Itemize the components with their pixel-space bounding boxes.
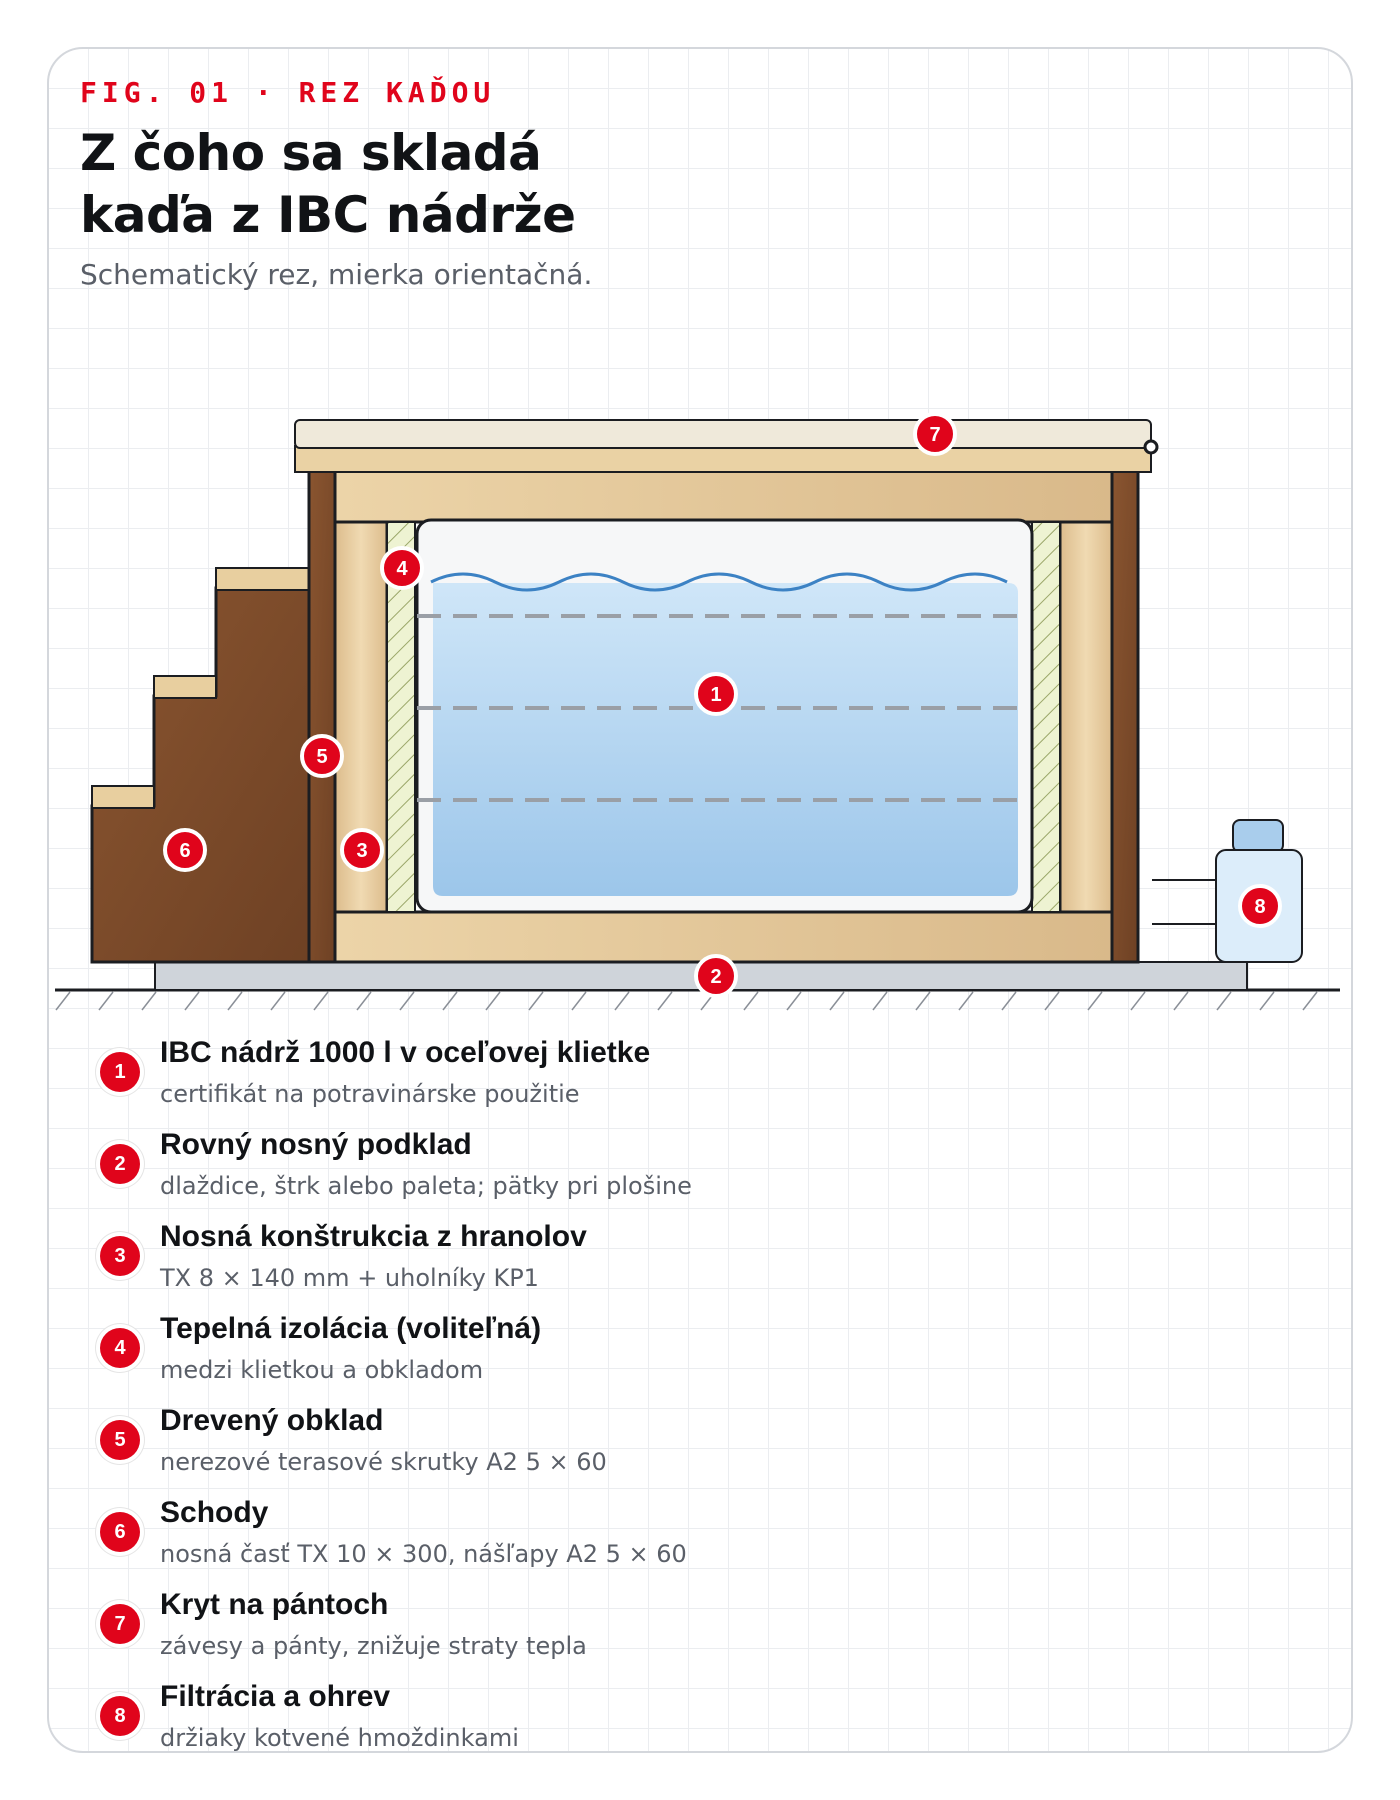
ground-hatch-stroke xyxy=(271,992,285,1010)
bottom-beam xyxy=(335,912,1112,962)
legend-title-5: Drevený obklad xyxy=(160,1404,384,1437)
legend-badge-1: 1 xyxy=(100,1052,140,1092)
ground-hatch-stroke xyxy=(615,992,629,1010)
legend-badge-7: 7 xyxy=(100,1604,140,1644)
legend-badge-6: 6 xyxy=(100,1512,140,1552)
water xyxy=(433,583,1018,896)
legend-badge-8: 8 xyxy=(100,1696,140,1736)
legend-item-1 xyxy=(0,1028,1000,1108)
marker-5 xyxy=(302,736,342,776)
legend-title-6: Schody xyxy=(160,1496,269,1529)
marker-3-label: 3 xyxy=(356,840,368,862)
legend-item-5 xyxy=(0,1396,1000,1476)
ground-hatch-stroke xyxy=(357,992,371,1010)
legend-title-4: Tepelná izolácia (voliteľná) xyxy=(160,1312,542,1345)
legend-item-3 xyxy=(0,1212,1000,1292)
legend-desc-3: TX 8 × 140 mm + uholníky KP1 xyxy=(160,1264,539,1292)
steps xyxy=(92,568,310,962)
legend-desc-4: medzi klietkou a obkladom xyxy=(160,1356,484,1384)
marker-8-label: 8 xyxy=(1254,896,1266,918)
ground-hatch xyxy=(56,992,1317,1010)
ground-hatch-stroke xyxy=(959,992,973,1010)
ground-hatch-stroke xyxy=(658,992,672,1010)
page-subtitle: Schematický rez, mierka orientačná. xyxy=(80,258,593,291)
ground-hatch-stroke xyxy=(1131,992,1145,1010)
ground-hatch-stroke xyxy=(1217,992,1231,1010)
ground-hatch-stroke xyxy=(142,992,156,1010)
legend-desc-1: certifikát na potravinárske použitie xyxy=(160,1080,580,1108)
step-tread-1 xyxy=(92,786,154,808)
cladding-right xyxy=(1112,470,1138,962)
legend-desc-2: dlaždice, štrk alebo paleta; pätky pri plošine xyxy=(160,1172,692,1200)
title-line-2: kaďa z IBC nádrže xyxy=(80,186,576,244)
ground-hatch-stroke xyxy=(185,992,199,1010)
marker-3 xyxy=(342,830,382,870)
legend-item-4 xyxy=(0,1304,1000,1384)
hinge-icon xyxy=(1145,441,1157,453)
ground-hatch-stroke xyxy=(572,992,586,1010)
ground-hatch-stroke xyxy=(486,992,500,1010)
legend-badge-2: 2 xyxy=(100,1144,140,1184)
marker-7 xyxy=(915,414,955,454)
legend-item-6 xyxy=(0,1488,1000,1568)
legend-desc-7: závesy a pánty, znižuje straty tepla xyxy=(160,1632,587,1660)
post-right xyxy=(1060,522,1112,912)
marker-4-label: 4 xyxy=(396,558,408,580)
figure-kicker: FIG. 01 · REZ KAĎOU xyxy=(80,76,496,109)
marker-1-label: 1 xyxy=(710,684,722,706)
legend-desc-6: nosná časť TX 10 × 300, nášľapy A2 5 × 60 xyxy=(160,1540,687,1568)
ground-hatch-stroke xyxy=(744,992,758,1010)
lid-frame xyxy=(295,446,1151,472)
legend-item-7 xyxy=(0,1580,1000,1660)
ground xyxy=(55,990,1340,1010)
ground-hatch-stroke xyxy=(873,992,887,1010)
legend-title-7: Kryt na pántoch xyxy=(160,1588,389,1621)
steps-body xyxy=(92,588,310,962)
hinged-lid xyxy=(295,420,1157,472)
marker-8 xyxy=(1240,886,1280,926)
lid-cover xyxy=(295,420,1151,448)
ground-hatch-stroke xyxy=(443,992,457,1010)
legend-title-8: Filtrácia a ohrev xyxy=(160,1680,391,1713)
ground-hatch-stroke xyxy=(228,992,242,1010)
ground-hatch-stroke xyxy=(1045,992,1059,1010)
legend-title-1: IBC nádrž 1000 l v oceľovej klietke xyxy=(160,1036,651,1069)
ground-hatch-stroke xyxy=(400,992,414,1010)
ground-hatch-stroke xyxy=(314,992,328,1010)
ground-hatch-stroke xyxy=(1260,992,1274,1010)
marker-1 xyxy=(696,674,736,714)
top-beam xyxy=(335,470,1112,522)
legend-item-2 xyxy=(0,1120,1000,1200)
insulation-right xyxy=(1032,522,1060,912)
marker-6-label: 6 xyxy=(179,840,191,862)
marker-5-label: 5 xyxy=(316,746,328,768)
ground-hatch-stroke xyxy=(1088,992,1102,1010)
ground-hatch-stroke xyxy=(99,992,113,1010)
legend-badge-4: 4 xyxy=(100,1328,140,1368)
marker-2-label: 2 xyxy=(710,966,722,988)
legend-badge-3: 3 xyxy=(100,1236,140,1276)
legend-item-8 xyxy=(0,1672,1000,1752)
legend-title-3: Nosná konštrukcia z hranolov xyxy=(160,1220,587,1253)
cladding-left xyxy=(309,470,335,962)
ground-hatch-stroke xyxy=(1174,992,1188,1010)
ibc-tank-icon xyxy=(417,520,1032,912)
ground-hatch-stroke xyxy=(916,992,930,1010)
marker-6 xyxy=(165,830,205,870)
ground-hatch-stroke xyxy=(1002,992,1016,1010)
ground-hatch-stroke xyxy=(529,992,543,1010)
legend-badge-5: 5 xyxy=(100,1420,140,1460)
marker-4 xyxy=(382,548,422,588)
ground-hatch-stroke xyxy=(1303,992,1317,1010)
marker-2 xyxy=(696,956,736,996)
marker-7-label: 7 xyxy=(929,424,941,446)
ground-hatch-stroke xyxy=(56,992,70,1010)
filter-heater-icon xyxy=(1152,820,1302,962)
ground-hatch-stroke xyxy=(787,992,801,1010)
legend-desc-8: držiaky kotvené hmoždinkami xyxy=(160,1724,519,1752)
legend-title-2: Rovný nosný podklad xyxy=(160,1128,472,1161)
step-tread-2 xyxy=(154,676,216,698)
legend-desc-5: nerezové terasové skrutky A2 5 × 60 xyxy=(160,1448,607,1476)
unit-cap xyxy=(1233,820,1283,852)
step-tread-3 xyxy=(216,568,310,590)
title-line-1: Z čoho sa skladá xyxy=(80,124,542,182)
ground-hatch-stroke xyxy=(830,992,844,1010)
